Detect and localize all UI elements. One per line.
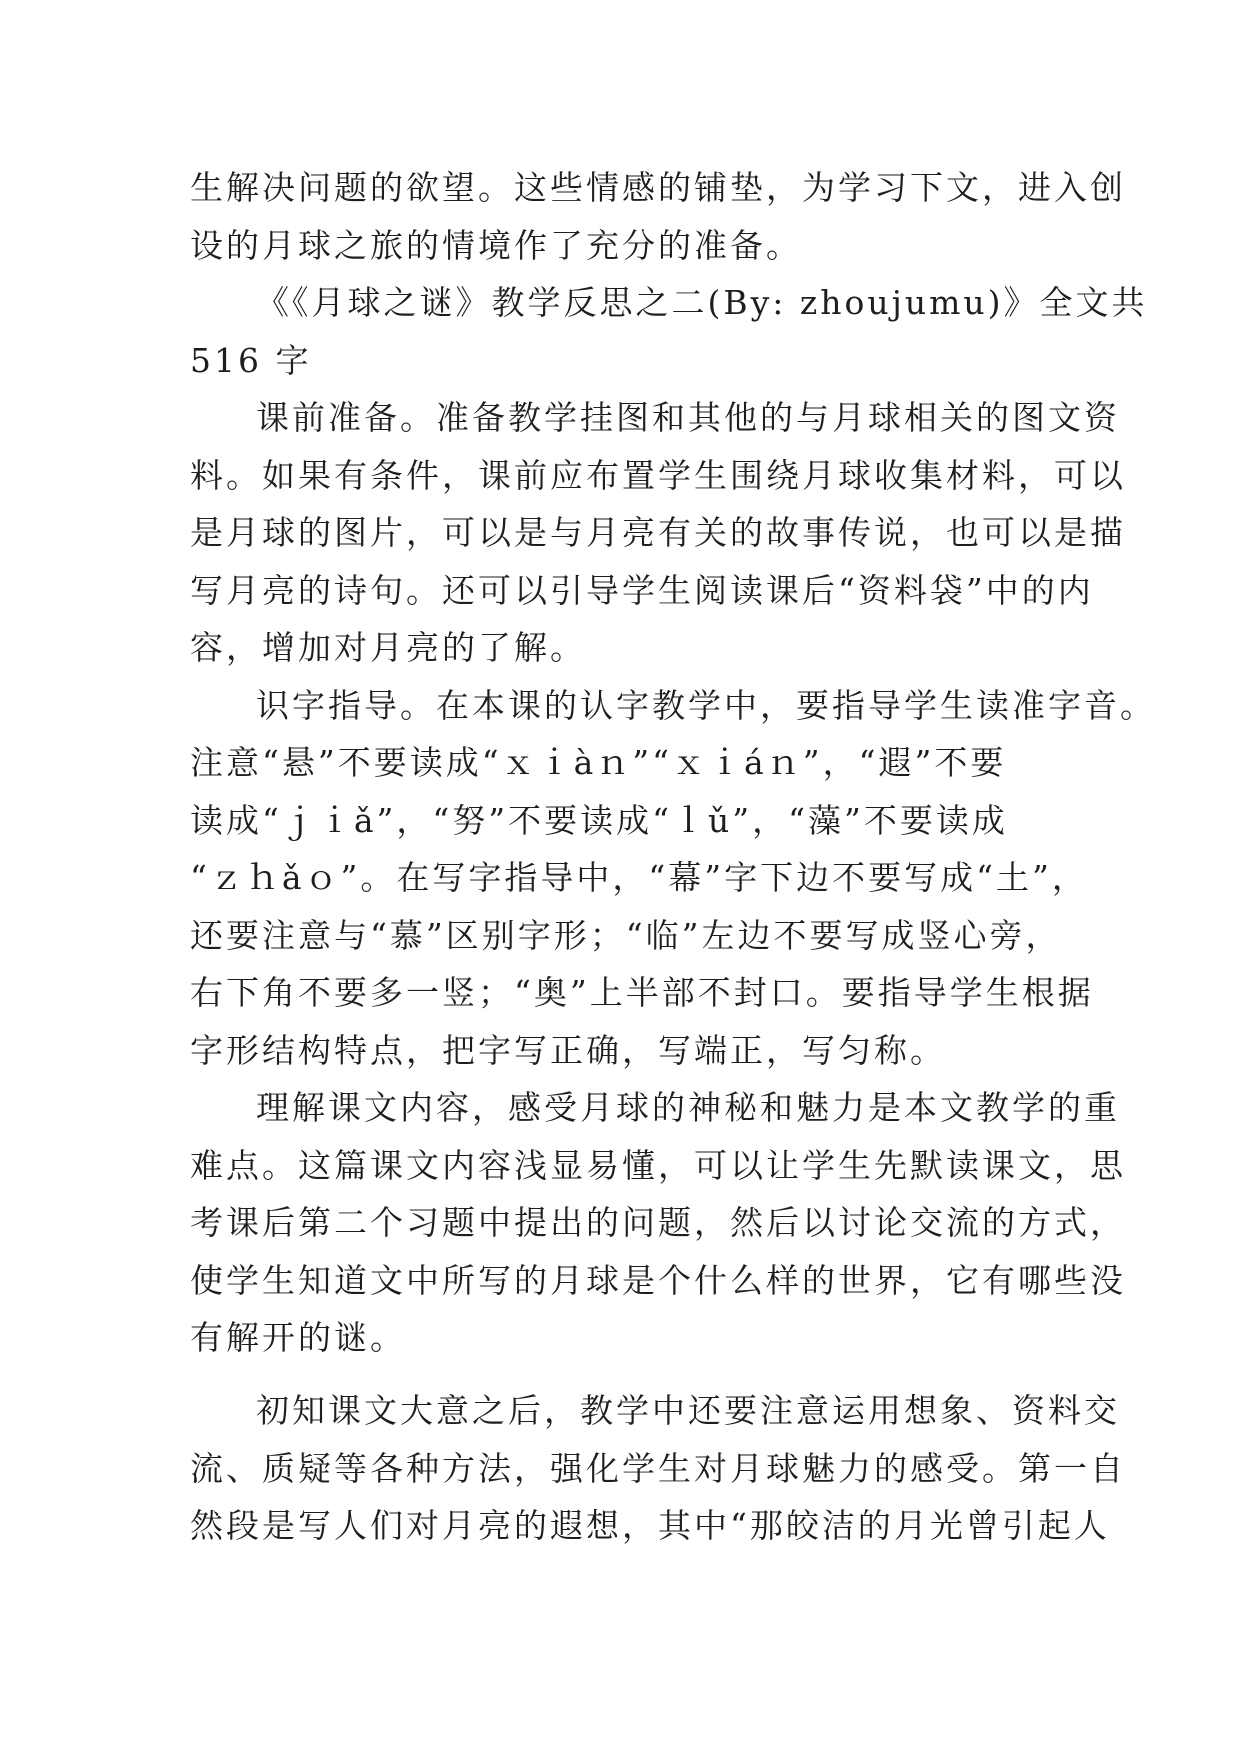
text-line: 识字指导。在本课的认字教学中，要指导学生读准字音。 bbox=[256, 686, 1156, 725]
text-line: “ｚｈǎｏ”。在写字指导中，“幕”字下边不要写成“土”， bbox=[190, 858, 1088, 897]
text-line: 读成“ｊｉǎ”，“努”不要读成“ｌǔ”，“藻”不要读成 bbox=[190, 801, 1008, 840]
text-line: 516 字 bbox=[190, 341, 312, 380]
text-line: 容，增加对月亮的了解。 bbox=[190, 628, 586, 667]
text-line: 写月亮的诗句。还可以引导学生阅读课后“资料袋”中的内 bbox=[190, 571, 1094, 610]
text-line: 右下角不要多一竖；“奥”上半部不封口。要指导学生根据 bbox=[190, 973, 1094, 1012]
text-line: 难点。这篇课文内容浅显易懂，可以让学生先默读课文，思 bbox=[190, 1146, 1126, 1185]
text-line: 《《月球之谜》教学反思之二(By: zhoujumu)》全文共 bbox=[256, 283, 1148, 322]
text-line: 流、质疑等各种方法，强化学生对月球魅力的感受。第一自 bbox=[190, 1449, 1126, 1488]
text-line: 设的月球之旅的情境作了充分的准备。 bbox=[190, 226, 802, 265]
text-line: 料。如果有条件，课前应布置学生围绕月球收集材料，可以 bbox=[190, 456, 1126, 495]
text-line: 然段是写人们对月亮的遐想，其中“那皎洁的月光曾引起人 bbox=[190, 1506, 1110, 1545]
text-line: 有解开的谜。 bbox=[190, 1318, 406, 1357]
text-line: 注意“悬”不要读成“ｘｉàｎ”“ｘｉáｎ”，“遐”不要 bbox=[190, 743, 1007, 782]
text-line: 课前准备。准备教学挂图和其他的与月球相关的图文资 bbox=[256, 398, 1120, 437]
text-line: 考课后第二个习题中提出的问题，然后以讨论交流的方式， bbox=[190, 1203, 1126, 1242]
text-line: 还要注意与“慕”区别字形；“临”左边不要写成竖心旁， bbox=[190, 916, 1062, 955]
text-line: 使学生知道文中所写的月球是个什么样的世界，它有哪些没 bbox=[190, 1261, 1126, 1300]
text-line: 字形结构特点，把字写正确，写端正，写匀称。 bbox=[190, 1031, 946, 1070]
text-line: 初知课文大意之后，教学中还要注意运用想象、资料交 bbox=[256, 1391, 1120, 1430]
text-line: 理解课文内容，感受月球的神秘和魅力是本文教学的重 bbox=[256, 1088, 1120, 1127]
text-line: 生解决问题的欲望。这些情感的铺垫，为学习下文，进入创 bbox=[190, 168, 1126, 207]
text-line: 是月球的图片，可以是与月亮有关的故事传说，也可以是描 bbox=[190, 513, 1126, 552]
